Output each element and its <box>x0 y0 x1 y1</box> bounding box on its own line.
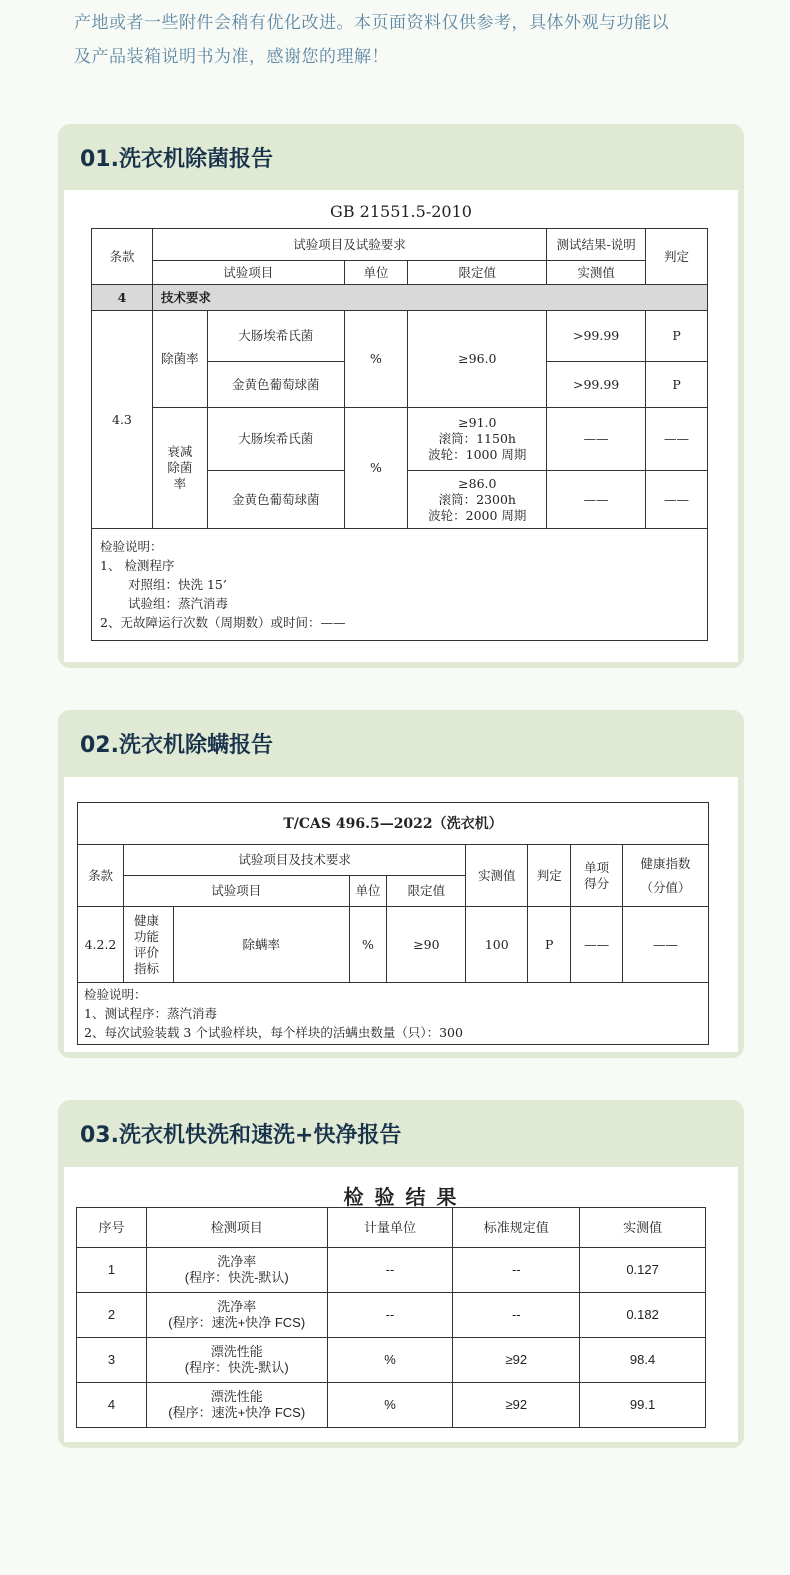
header-test-result-note: 测试结果-说明 <box>547 229 646 261</box>
serial-number: 4 <box>77 1383 147 1428</box>
report-title: 01.洗衣机除菌报告 <box>80 146 273 172</box>
standard-value: ≥92 <box>453 1383 580 1428</box>
inspection-notes <box>78 983 709 1045</box>
item-program: (程序：快洗-默认) <box>184 1360 289 1375</box>
header-limit: 限定值 <box>387 876 466 907</box>
header-unit: 单位 <box>344 261 408 285</box>
category-value: 健康功能评价指标 <box>123 907 173 983</box>
item-name: 洗净率 <box>217 1254 257 1269</box>
header-judgement: 判定 <box>528 845 571 907</box>
header-unit: 计量单位 <box>327 1208 453 1248</box>
unit-value: % <box>327 1383 453 1428</box>
limit-line: 滚筒：2300h <box>438 491 516 507</box>
inspection-notes <box>92 529 708 641</box>
measured-value: 100 <box>466 907 528 983</box>
header-items-requirements: 试验项目及技术要求 <box>123 845 465 876</box>
header-test-item: 试验项目 <box>123 876 349 907</box>
report-card-quick-wash <box>58 1100 744 1448</box>
table-row <box>77 1248 706 1293</box>
test-item <box>146 1338 327 1383</box>
measured-value: 99.1 <box>580 1383 706 1428</box>
report-card-sterilization <box>58 124 744 668</box>
table-row <box>77 1338 706 1383</box>
section-clause: 4 <box>92 285 153 311</box>
item-name: 洗净率 <box>217 1299 257 1314</box>
item-program: (程序：速洗+快净 FCS) <box>168 1405 306 1420</box>
measured-value: —— <box>547 471 646 529</box>
header-measured: 实测值 <box>466 845 528 907</box>
note-line: 1、 检测程序 <box>100 558 175 573</box>
limit-line: 波轮：2000 周期 <box>428 507 527 523</box>
test-item <box>146 1383 327 1428</box>
report-body <box>64 190 738 662</box>
test-item: 大肠埃希氏菌 <box>207 408 344 471</box>
limit-line: 波轮：1000 周期 <box>428 447 527 462</box>
section-label: 技术要求 <box>152 285 707 311</box>
mite-removal-table <box>77 802 709 1045</box>
measured-value: 98.4 <box>580 1338 706 1383</box>
report-title: 02.洗衣机除螨报告 <box>80 732 273 758</box>
limit-line: 滚筒：1150h <box>438 431 516 446</box>
table-row <box>77 1383 706 1428</box>
measured-value: >99.99 <box>547 311 646 362</box>
note-line: 检验说明： <box>100 539 163 554</box>
header-unit: 单位 <box>349 876 387 907</box>
serial-number: 2 <box>77 1293 147 1338</box>
note-line: 1、测试程序：蒸汽消毒 <box>84 1006 217 1021</box>
group-attenuated-sterilization-rate: 衰减除菌率 <box>152 408 207 529</box>
report-body <box>64 1167 738 1442</box>
standard-value: -- <box>453 1293 580 1338</box>
serial-number: 3 <box>77 1338 147 1383</box>
standard-number: GB 21551.5-2010 <box>330 202 472 221</box>
item-program: (程序：快洗-默认) <box>184 1270 289 1285</box>
limit-value <box>408 408 547 471</box>
report-body <box>64 777 738 1052</box>
standard-value: -- <box>453 1248 580 1293</box>
unit-value: -- <box>327 1248 453 1293</box>
item-name: 漂洗性能 <box>210 1389 263 1404</box>
header-serial-number: 序号 <box>77 1208 147 1248</box>
note-line: 2、每次试验装载 3 个试验样块，每个样块的活螨虫数量（只）：300 <box>84 1025 463 1040</box>
measured-value: —— <box>547 408 646 471</box>
header-judgement: 判定 <box>646 229 708 285</box>
report-card-mite-removal <box>58 710 744 1058</box>
disclaimer-text <box>74 6 754 74</box>
sterilization-table <box>91 228 708 641</box>
measured-value: 0.182 <box>580 1293 706 1338</box>
item-program: (程序：速洗+快净 FCS) <box>168 1315 306 1330</box>
limit-line: ≥86.0 <box>458 475 497 491</box>
item-name: 漂洗性能 <box>210 1344 263 1359</box>
unit-value: -- <box>327 1293 453 1338</box>
measured-value: 0.127 <box>580 1248 706 1293</box>
header-standard-value: 标准规定值 <box>453 1208 580 1248</box>
unit-value: % <box>344 408 408 529</box>
header-clause: 条款 <box>78 845 124 907</box>
table-row <box>77 1293 706 1338</box>
standard-value: ≥92 <box>453 1338 580 1383</box>
header-limit: 限定值 <box>408 261 547 285</box>
limit-value: ≥96.0 <box>408 311 547 408</box>
group-sterilization-rate: 除菌率 <box>152 311 207 408</box>
test-item: 金黄色葡萄球菌 <box>207 471 344 529</box>
note-line: 试验组：蒸汽消毒 <box>128 596 229 611</box>
disclaimer-line-1: 产地或者一些附件会稍有优化改进。本页面资料仅供参考，具体外观与功能以 <box>74 13 669 33</box>
header-items-requirements: 试验项目及试验要求 <box>152 229 546 261</box>
measured-value: >99.99 <box>547 362 646 408</box>
clause-4-3: 4.3 <box>92 311 153 529</box>
judgement-value: P <box>528 907 571 983</box>
note-line: 对照组：快洗 15’ <box>128 577 227 592</box>
unit-value: % <box>327 1338 453 1383</box>
test-item: 除螨率 <box>173 907 349 983</box>
clause-value: 4.2.2 <box>78 907 124 983</box>
score-value: —— <box>571 907 623 983</box>
judgement-value: —— <box>646 408 708 471</box>
note-line: 2、无故障运行次数（周期数）或时间：—— <box>100 615 346 630</box>
header-test-item: 试验项目 <box>152 261 344 285</box>
limit-value <box>408 471 547 529</box>
quick-wash-table <box>76 1207 706 1428</box>
header-item-score: 单项得分 <box>571 845 623 907</box>
standard-number: T/CAS 496.5—2022（洗衣机） <box>78 803 709 845</box>
judgement-value: P <box>646 362 708 408</box>
unit-value: % <box>349 907 387 983</box>
disclaimer-line-2: 及产品装箱说明书为准，感谢您的理解！ <box>74 47 389 67</box>
header-clause: 条款 <box>92 229 153 285</box>
test-item: 金黄色葡萄球菌 <box>207 362 344 408</box>
health-index-value: —— <box>623 907 709 983</box>
score-unit-label: （分值） <box>640 879 691 895</box>
header-health-index <box>623 845 709 907</box>
serial-number: 1 <box>77 1248 147 1293</box>
test-item <box>146 1248 327 1293</box>
test-item <box>146 1293 327 1338</box>
header-test-item: 检测项目 <box>146 1208 327 1248</box>
judgement-value: —— <box>646 471 708 529</box>
header-measured: 实测值 <box>580 1208 706 1248</box>
unit-value: % <box>344 311 408 408</box>
header-measured: 实测值 <box>547 261 646 285</box>
limit-line: ≥91.0 <box>458 415 497 430</box>
note-line: 检验说明： <box>84 987 147 1002</box>
result-heading: 检 验 结 果 <box>343 1185 459 1209</box>
limit-value: ≥90 <box>387 907 466 983</box>
health-index-label: 健康指数 <box>640 855 691 871</box>
judgement-value: P <box>646 311 708 362</box>
report-title: 03.洗衣机快洗和速洗+快净报告 <box>80 1122 402 1148</box>
test-item: 大肠埃希氏菌 <box>207 311 344 362</box>
